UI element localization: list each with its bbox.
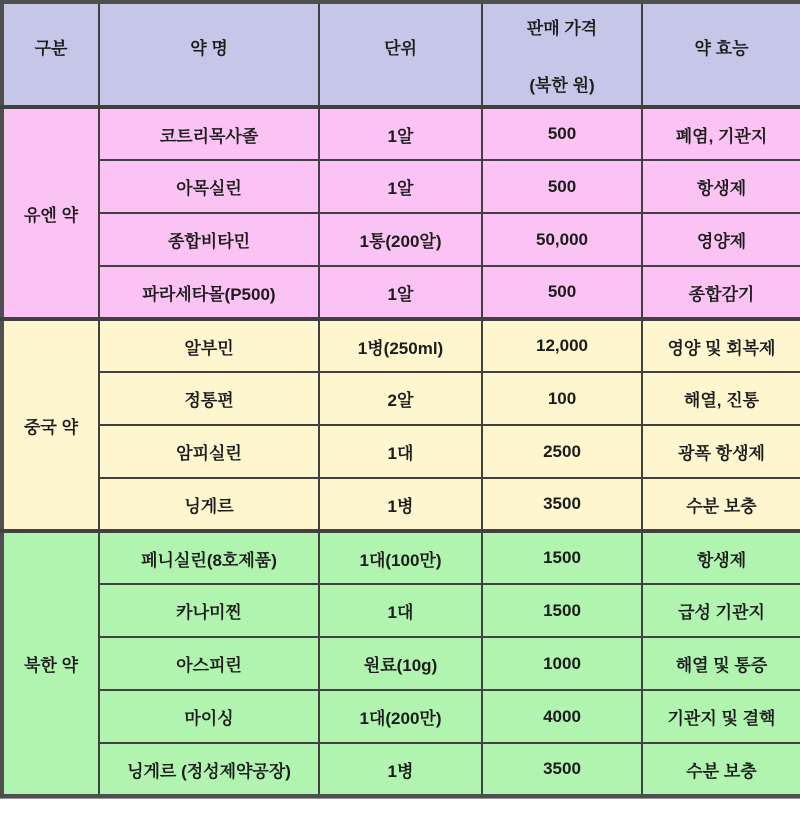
- medicine-name-cell: 파라세타몰(P500): [99, 266, 319, 319]
- unit-cell: 1병(250ml): [319, 319, 482, 372]
- table-row: [2, 319, 800, 372]
- medicine-name-cell: 아목실린: [99, 160, 319, 213]
- efficacy-cell: 기관지 및 결핵: [642, 690, 800, 743]
- efficacy-cell: 급성 기관지: [642, 584, 800, 637]
- table-row: [2, 213, 800, 266]
- efficacy-cell: 항생제: [642, 531, 800, 584]
- unit-cell: 1병: [319, 478, 482, 531]
- price-cell: 1000: [482, 637, 642, 690]
- table-row: [2, 266, 800, 319]
- category-cell-nk: 북한 약: [2, 531, 99, 796]
- price-cell: 3500: [482, 478, 642, 531]
- unit-cell: 원료(10g): [319, 637, 482, 690]
- price-cell: 100: [482, 372, 642, 425]
- unit-cell: 1대(200만): [319, 690, 482, 743]
- table-row: [2, 425, 800, 478]
- unit-cell: 1대: [319, 584, 482, 637]
- unit-cell: 1병: [319, 743, 482, 796]
- price-cell: 1500: [482, 584, 642, 637]
- table-row: [2, 160, 800, 213]
- unit-cell: 1대(100만): [319, 531, 482, 584]
- price-cell: 2500: [482, 425, 642, 478]
- table-row: [2, 531, 800, 584]
- efficacy-cell: 해열, 진통: [642, 372, 800, 425]
- header-row: [2, 2, 800, 107]
- header-category: 구분: [2, 2, 99, 107]
- efficacy-cell: 영양 및 회복제: [642, 319, 800, 372]
- table-row: [2, 743, 800, 796]
- unit-cell: 1알: [319, 107, 482, 160]
- medicine-name-cell: 닝게르 (정성제약공장): [99, 743, 319, 796]
- medicine-name-cell: 페니실린(8호제품): [99, 531, 319, 584]
- medicine-name-cell: 종합비타민: [99, 213, 319, 266]
- unit-cell: 1통(200알): [319, 213, 482, 266]
- table-row: [2, 637, 800, 690]
- medicine-name-cell: 아스피린: [99, 637, 319, 690]
- efficacy-cell: 종합감기: [642, 266, 800, 319]
- unit-cell: 1대: [319, 425, 482, 478]
- price-cell: 500: [482, 107, 642, 160]
- category-cell-un: 유엔 약: [2, 107, 99, 319]
- header-price: [482, 2, 642, 107]
- medicine-name-cell: 닝게르: [99, 478, 319, 531]
- price-cell: 3500: [482, 743, 642, 796]
- header-efficacy: 약 효능: [642, 2, 800, 107]
- medicine-name-cell: 알부민: [99, 319, 319, 372]
- medicine-name-cell: 마이싱: [99, 690, 319, 743]
- efficacy-cell: 수분 보충: [642, 478, 800, 531]
- table-row: [2, 584, 800, 637]
- table-row: [2, 107, 800, 160]
- medicine-name-cell: 코트리목사졸: [99, 107, 319, 160]
- price-cell: 1500: [482, 531, 642, 584]
- header-unit: 단위: [319, 2, 482, 107]
- table-header: [2, 2, 800, 107]
- medicine-name-cell: 카나미찐: [99, 584, 319, 637]
- unit-cell: 2알: [319, 372, 482, 425]
- table-row: [2, 478, 800, 531]
- efficacy-cell: 광폭 항생제: [642, 425, 800, 478]
- medicine-name-cell: 정통편: [99, 372, 319, 425]
- efficacy-cell: 해열 및 통증: [642, 637, 800, 690]
- header-medicine-name: 약 명: [99, 2, 319, 107]
- table-row: [2, 690, 800, 743]
- efficacy-cell: 폐염, 기관지: [642, 107, 800, 160]
- header-price-line1: 판매 가격: [526, 18, 598, 38]
- price-cell: 12,000: [482, 319, 642, 372]
- category-cell-china: 중국 약: [2, 319, 99, 531]
- table-body: [2, 107, 800, 796]
- price-cell: 500: [482, 266, 642, 319]
- efficacy-cell: 항생제: [642, 160, 800, 213]
- unit-cell: 1알: [319, 160, 482, 213]
- price-cell: 4000: [482, 690, 642, 743]
- unit-cell: 1알: [319, 266, 482, 319]
- header-price-line2: (북한 원): [529, 75, 595, 95]
- efficacy-cell: 영양제: [642, 213, 800, 266]
- table-row: [2, 372, 800, 425]
- price-cell: 500: [482, 160, 642, 213]
- price-cell: 50,000: [482, 213, 642, 266]
- efficacy-cell: 수분 보충: [642, 743, 800, 796]
- medicine-name-cell: 암피실린: [99, 425, 319, 478]
